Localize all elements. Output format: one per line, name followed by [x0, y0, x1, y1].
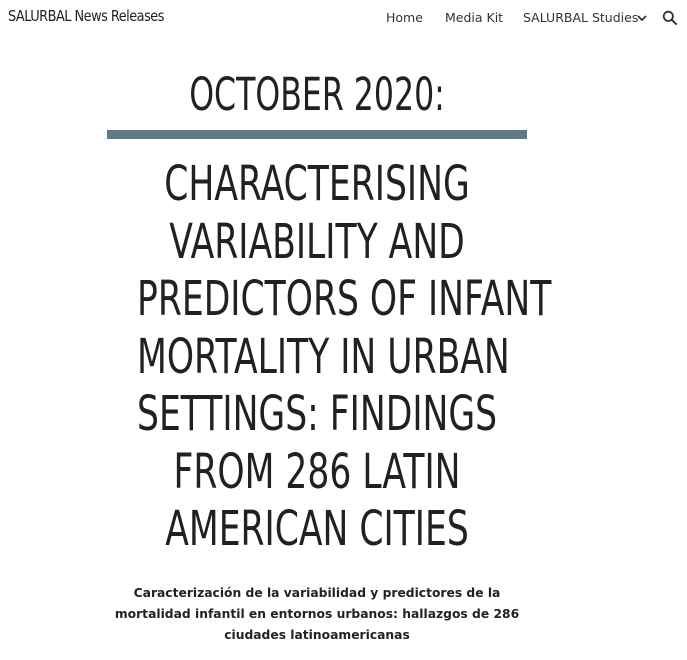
- title-line: FROM 286 LATIN: [173, 443, 461, 500]
- title-line: SETTINGS: FINDINGS: [137, 386, 498, 442]
- nav-home[interactable]: Home: [386, 10, 423, 25]
- title-line: MORTALITY IN URBAN: [137, 328, 510, 385]
- site-title[interactable]: SALURBAL News Releases: [8, 7, 164, 25]
- title-line: PREDICTORS OF INFANT: [137, 271, 552, 327]
- title-line: CHARACTERISING: [164, 156, 470, 212]
- nav-media-kit[interactable]: Media Kit: [445, 10, 504, 25]
- title-line: VARIABILITY AND: [169, 213, 465, 270]
- article-title: [67, 156, 567, 559]
- chevron-down-icon[interactable]: [636, 12, 648, 24]
- spanish-subtitle: Caracterización de la variabilidad y predictores de la mortalidad infantil en entornos urbanos: hallazgos de 286 ciudades latinoamericanas: [114, 586, 520, 642]
- date-heading: OCTOBER 2020:: [189, 68, 445, 121]
- search-icon[interactable]: [662, 10, 678, 26]
- nav-salurbal-studies[interactable]: SALURBAL Studies: [523, 10, 639, 25]
- title-line: AMERICAN CITIES: [165, 501, 469, 557]
- heading-divider: [107, 130, 527, 139]
- top-navigation-bar: [0, 0, 687, 36]
